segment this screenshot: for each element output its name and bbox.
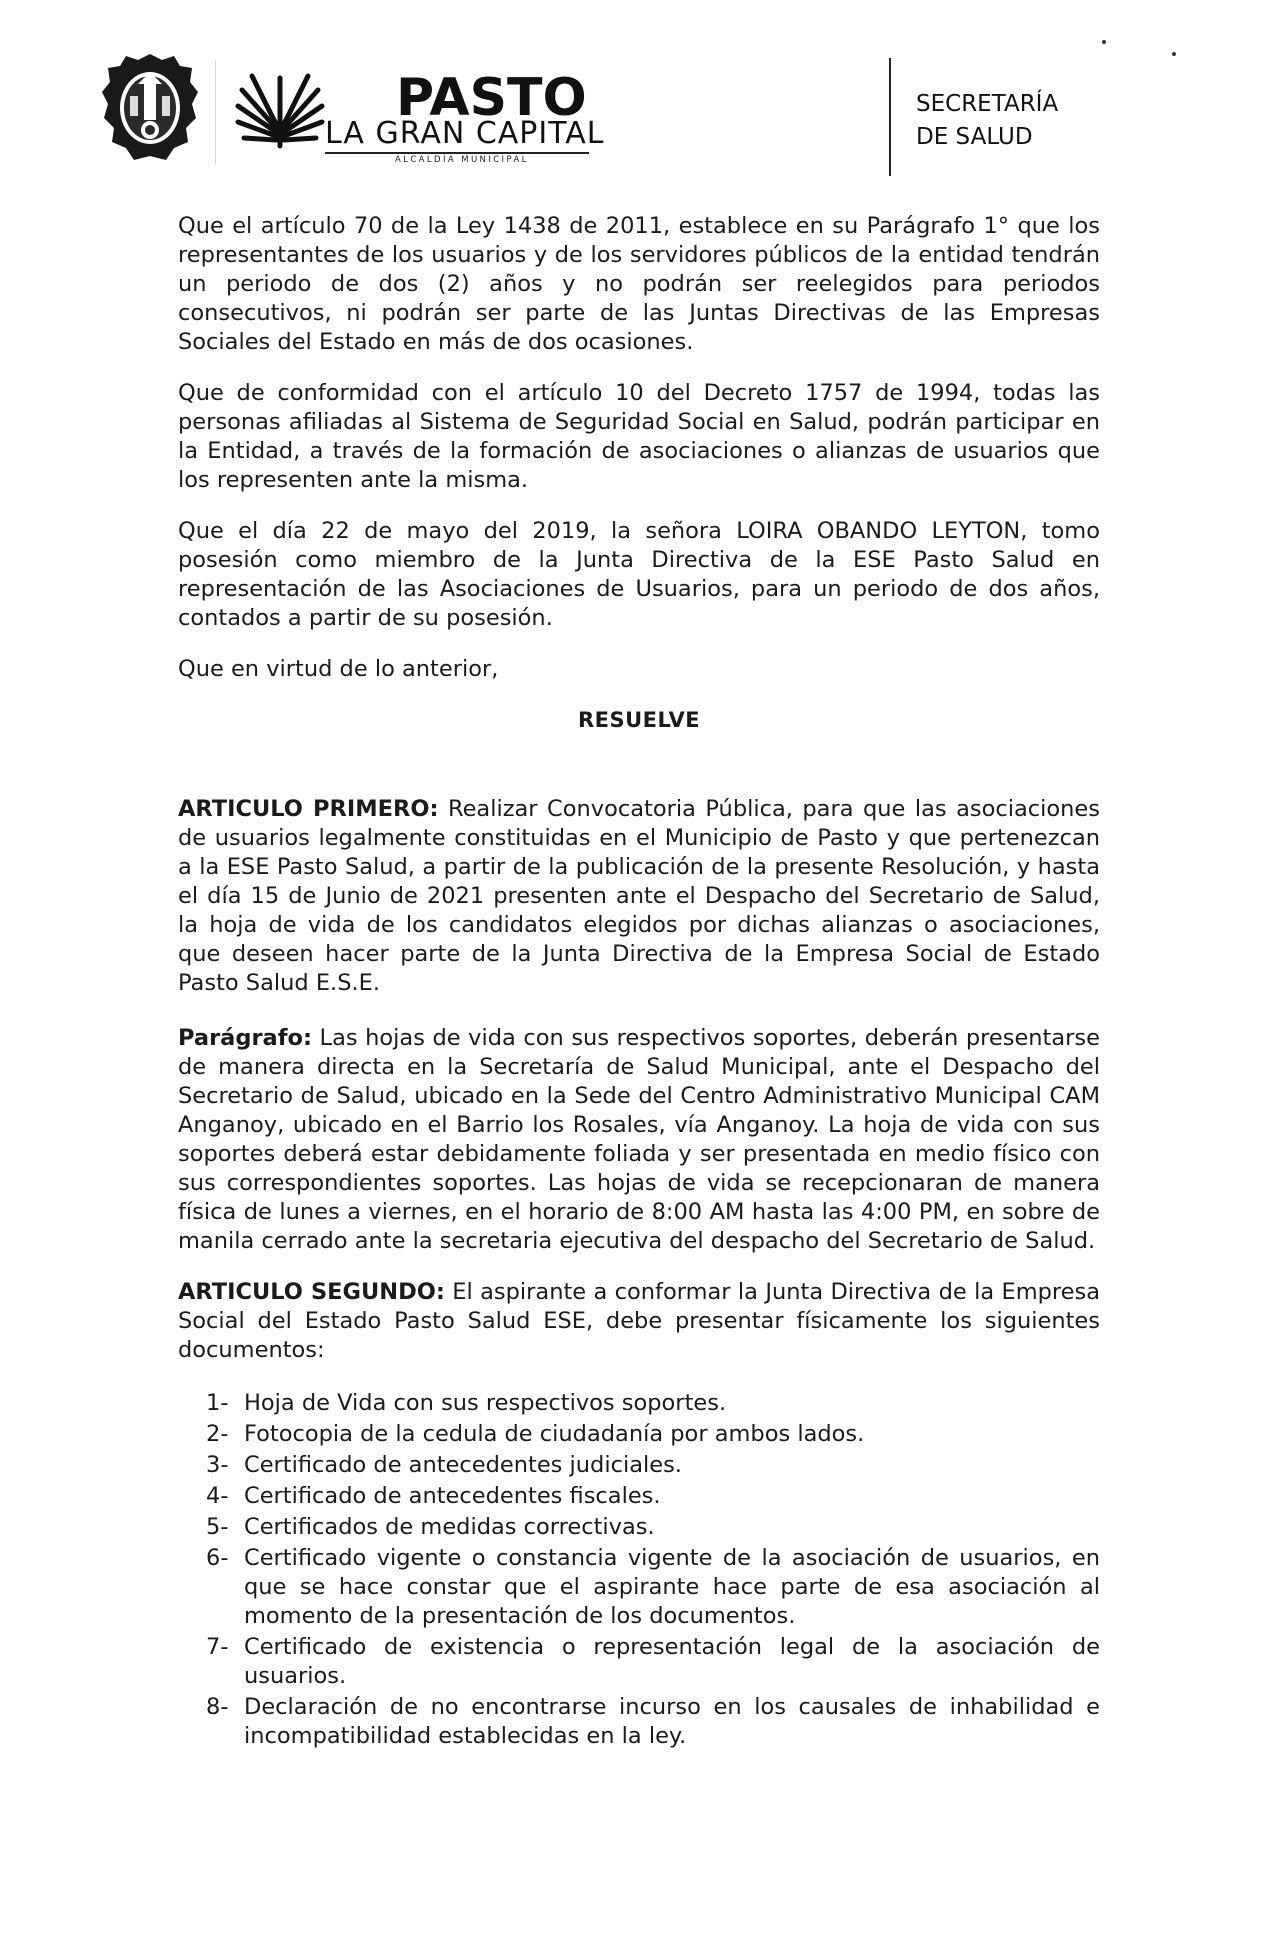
crest-divider — [215, 60, 216, 165]
required-documents-list — [178, 1389, 1100, 1751]
list-item: 2- Fotocopia de la cedula de ciudadanía por ambos lados. — [206, 1421, 865, 1447]
section-heading: RESUELVE — [577, 708, 701, 732]
article-segundo-label: ARTICULO SEGUNDO: — [178, 1279, 445, 1305]
list-item: 8- Declaración de no encontrarse incurso en los causales de inhabilidad e incompatibilidad establecidas en la ley. — [206, 1694, 1100, 1749]
paragrafo — [178, 1024, 1100, 1256]
secretaria-line2: DE SALUD — [916, 124, 1033, 150]
scan-speck — [1102, 40, 1106, 44]
article-primero-text: Realizar Convocatoria Pública, para que las asociaciones de usuarios legalmente constituidas en el Municipio de Pasto y que pertenezcan a la ESE Pasto Salud, a partir de la publicación de la presente Resolución, y hasta el día 15 de Junio de 2021 presenten ante el Despacho del Secretario de Salud, la hoja de vida de los candidatos elegidos por dichas alianzas o asociaciones, que deseen hacer parte de la Junta Directiva de la Empresa Social de Estado Pasto Salud E.S.E. — [178, 796, 1100, 996]
letterhead — [0, 0, 1266, 200]
brand-underline — [325, 152, 589, 154]
paragrafo-text: Las hojas de vida con sus respectivos soportes, deberán presentarse de manera directa en la Secretaría de Salud Municipal, ante el Despacho del Secretario de Salud, ubicado en la Sede del Centro Administrativo Municipal CAM Anganoy, ubicado en el Barrio los Rosales, vía Anganoy. La hoja de vida con sus soportes deberá estar debidamente foliada y ser presentada en medio físico con sus correspondientes soportes. Las hojas de vida se recepcionaran de manera física de lunes a viernes, en el horario de 8:00 AM hasta las 4:00 PM, en sobre de manila cerrado ante la secretaria ejecutiva del despacho del Secretario de Salud. — [178, 1025, 1100, 1254]
brand-title: PASTO — [396, 68, 587, 128]
list-item: 7- Certificado de existencia o representación legal de la asociación de usuarios. — [206, 1634, 1100, 1689]
list-item: 1- Hoja de Vida con sus respectivos soportes. — [206, 1390, 727, 1416]
paragraph-ley-1438: Que el artículo 70 de la Ley 1438 de 2011, establece en su Parágrafo 1° que los representantes de los usuarios y de los servidores públicos de la entidad tendrán un periodo de dos (2) años y no podrán ser reelegidos para periodos consecutivos, ni podrán ser parte de las Juntas Directivas de las Empresas Sociales del Estado en más de dos ocasiones. — [178, 213, 1100, 355]
list-item: 6- Certificado vigente o constancia vigente de la asociación de usuarios, en que se hace constar que el aspirante hace parte de esa asociación al momento de la presentación de los documentos. — [206, 1545, 1100, 1629]
list-item: 4- Certificado de antecedentes fiscales. — [206, 1483, 661, 1509]
article-segundo-text: El aspirante a conformar la Junta Directiva de la Empresa Social del Estado Pasto Salud ESE, debe presentar físicamente los siguientes documentos: — [178, 1279, 1101, 1363]
list-item: 3- Certificado de antecedentes judiciales. — [206, 1452, 682, 1478]
secretaria-divider — [889, 58, 891, 176]
sun-rays-logo-icon — [232, 58, 332, 158]
article-primero-label: ARTICULO PRIMERO: — [178, 796, 439, 822]
paragraph-decreto-1757: Que de conformidad con el artículo 10 del Decreto 1757 de 1994, todas las personas afiliadas al Sistema de Seguridad Social en Salud, podrán participar en la Entidad, a través de la formación de asociaciones o alianzas de usuarios que los representen ante la misma. — [178, 380, 1100, 493]
brand-small-caption: ALCALDÍA MUNICIPAL — [395, 155, 529, 165]
scan-speck — [1172, 52, 1176, 56]
document-body — [178, 200, 1100, 1753]
secretaria-label — [916, 88, 1058, 154]
secretaria-line1: SECRETARÍA — [916, 91, 1059, 117]
brand-subtitle: LA GRAN CAPITAL — [325, 116, 605, 151]
paragrafo-label: Parágrafo: — [178, 1025, 312, 1051]
municipal-crest-icon — [100, 50, 200, 170]
paragraph-virtud: Que en virtud de lo anterior, — [178, 656, 499, 682]
article-primero — [178, 795, 1100, 998]
article-segundo — [178, 1278, 1100, 1365]
paragraph-posesion: Que el día 22 de mayo del 2019, la señora LOIRA OBANDO LEYTON, tomo posesión como miembro de la Junta Directiva de la ESE Pasto Salud en representación de las Asociaciones de Usuarios, para un periodo de dos años, contados a partir de su posesión. — [178, 518, 1100, 631]
list-item: 5- Certificados de medidas correctivas. — [206, 1514, 655, 1540]
